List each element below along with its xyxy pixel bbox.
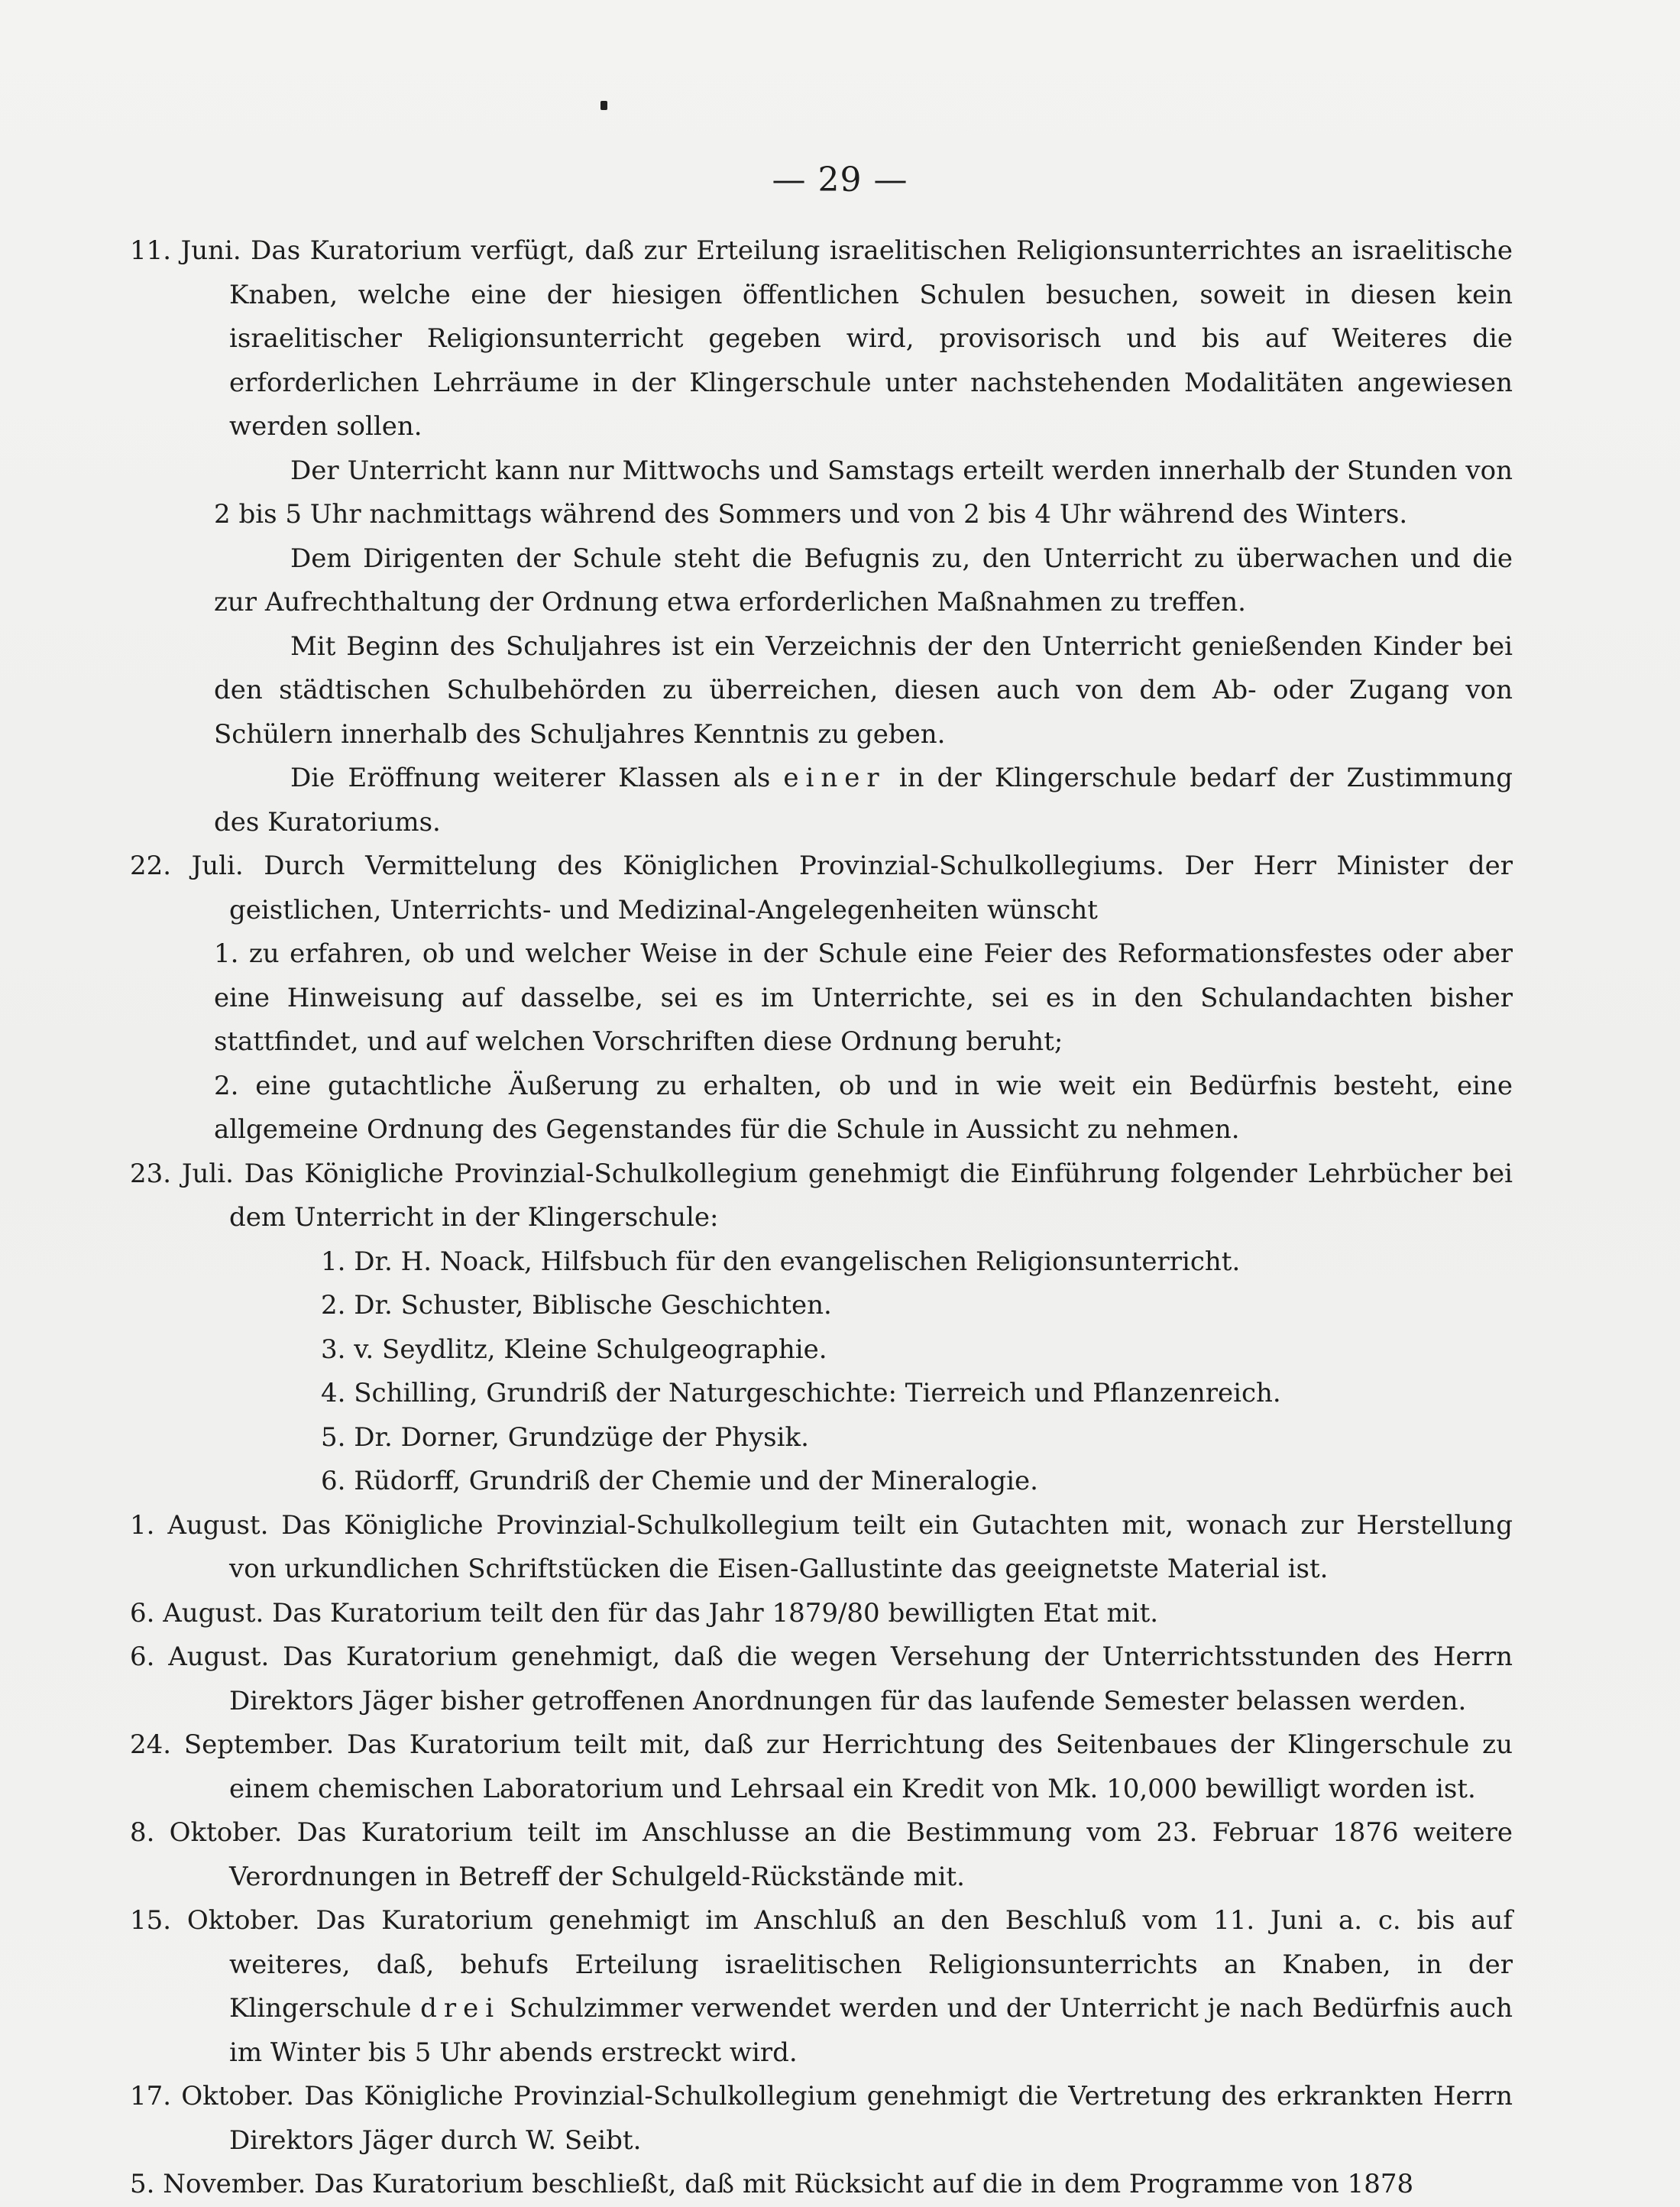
entry-date: 15. Oktober. xyxy=(130,1905,300,1936)
book-item: 2. Dr. Schuster, Biblische Geschichten. xyxy=(321,1290,832,1321)
list-item: 1. zu erfahren, ob und welcher Weise in der Schule eine Feier des Reformationsfestes oder aber eine Hinweisung auf dasselbe, sei es im Unterrichte, sei es in den Schulandachten bisher stattfindet, und auf welchen Vorschriften diese Ordnung beruht; xyxy=(214,938,1513,1057)
entry-17-oktober xyxy=(115,2075,1513,2163)
entry-text: Das Kuratorium teilt mit, daß zur Herrichtung des Seitenbaues der Klingerschule zu einem chemischen Laboratorium und Lehrsaal ein Kredit von Mk. 10,000 bewilligt worden ist. xyxy=(229,1729,1513,1804)
book-item: 4. Schilling, Grundriß der Naturgeschichte: Tierreich und Pflanzenreich. xyxy=(321,1378,1281,1408)
entry-text: Das Königliche Provinzial-Schulkollegium genehmigt die Einführung folgender Lehrbücher bei dem Unterricht in der Klingerschule: xyxy=(229,1158,1513,1233)
entry-paragraph: Der Unterricht kann nur Mittwochs und Samstags erteilt werden innerhalb der Stunden von 2 bis 5 Uhr nachmittags während des Sommers und von 2 bis 4 Uhr während des Winters. xyxy=(214,455,1513,530)
entry-6-august xyxy=(115,1592,1513,1636)
entry-date: 17. Oktober. xyxy=(130,2081,295,2111)
entry-24-september xyxy=(115,1723,1513,1811)
page-number: — 29 — xyxy=(772,160,908,199)
entry-1-august xyxy=(115,1504,1513,1592)
entry-text: Das Königliche Provinzial-Schulkollegium genehmigt die Vertretung des erkrankten Herrn Direktors Jäger durch W. Seibt. xyxy=(229,2081,1513,2156)
entry-date: 5. November. xyxy=(130,2169,306,2199)
document-body xyxy=(115,229,1513,2207)
book-item: 1. Dr. H. Noack, Hilfsbuch für den evangelischen Religionsunterricht. xyxy=(321,1246,1241,1277)
entry-date: 24. September. xyxy=(130,1729,335,1760)
entry-date: 1. August. xyxy=(130,1509,269,1541)
entry-text: Schulzimmer verwendet werden und der Unterricht je nach Bedürfnis auch im Winter bis 5 Uhr abends erstreckt wird. xyxy=(229,1993,1513,2068)
book-item: 6. Rüdorff, Grundriß der Chemie und der Mineralogie. xyxy=(321,1466,1038,1496)
paragraph-text: in der Klingerschule bedarf der Zustimmung des Kuratoriums. xyxy=(214,763,1513,838)
entry-date: 23. Juli. xyxy=(130,1158,234,1189)
entry-text: Das Königliche Provinzial-Schulkollegium teilt ein Gutachten mit, wonach zur Herstellung von urkundlichen Schriftstücken die Eisen-Gallustinte das geeignetste Material ist. xyxy=(229,1509,1513,1584)
entry-22-juli xyxy=(115,844,1513,932)
spaced-emphasis: drei xyxy=(420,1993,501,2024)
entry-text: Das Kuratorium genehmigt im Anschluß an den Beschluß vom 11. Juni a. c. bis auf weiteres, daß, behufs Erteilung israelitischen Religionsunterrichts an Knaben, in der Klingerschule xyxy=(229,1905,1513,2024)
entry-text: Das Kuratorium teilt im Anschlusse an die Bestimmung vom 23. Februar 1876 weitere Verordnungen in Betreff der Schulgeld-Rückstände mit. xyxy=(229,1817,1513,1892)
entry-paragraph xyxy=(115,757,1513,844)
entry-11-juni xyxy=(115,229,1513,449)
spaced-emphasis: einer xyxy=(783,763,886,793)
list-item: 2. eine gutachtliche Äußerung zu erhalten, ob und in wie weit ein Bedürfnis besteht, eine allgemeine Ordnung des Gegenstandes für die Schule in Aussicht zu nehmen. xyxy=(214,1070,1513,1145)
entry-6-august-second xyxy=(115,1635,1513,1723)
entry-text: Das Kuratorium genehmigt, daß die wegen Versehung der Unterrichtsstunden des Herrn Direktors Jäger bisher getroffenen Anordnungen für das laufende Semester belassen werden. xyxy=(229,1641,1513,1716)
entry-paragraph: Mit Beginn des Schuljahres ist ein Verzeichnis der den Unterricht genießenden Kinder bei den städtischen Schulbehörden zu überreichen, diesen auch von dem Ab- oder Zugang von Schülern innerhalb des Schuljahres Kenntnis zu geben. xyxy=(214,630,1513,750)
ink-dot xyxy=(600,101,607,110)
entry-date: 6. August. xyxy=(130,1597,264,1629)
entry-23-juli xyxy=(115,1152,1513,1240)
entry-8-oktober xyxy=(115,1811,1513,1899)
entry-text: Das Kuratorium verfügt, daß zur Erteilung israelitischen Religionsunterrichtes an israelitische Knaben, welche eine der hiesigen öffentlichen Schulen besuchen, soweit in diesen kein israelitischer Religionsunterricht gegeben wird, provisorisch und bis auf Weiteres die erforderlichen Lehrräume in der Klingerschule unter nachstehenden Modalitäten angewiesen werden sollen. xyxy=(229,235,1513,442)
entry-5-november xyxy=(115,2163,1513,2207)
entry-date: 22. Juli. xyxy=(130,851,244,881)
entry-text: Durch Vermittelung des Königlichen Provinzial-Schulkollegiums. Der Herr Minister der geistlichen, Unterrichts- und Medizinal-Angelegenheiten wünscht xyxy=(229,851,1513,925)
entry-date: 11. Juni. xyxy=(130,235,241,266)
entry-text: Das Kuratorium teilt den für das Jahr 1879/80 bewilligten Etat mit. xyxy=(272,1597,1159,1629)
book-item: 3. v. Seydlitz, Kleine Schulgeographie. xyxy=(321,1334,827,1365)
entry-date: 6. August. xyxy=(130,1641,270,1672)
entry-paragraph: Dem Dirigenten der Schule steht die Befugnis zu, den Unterricht zu überwachen und die zur Aufrechthaltung der Ordnung etwa erforderlichen Maßnahmen zu treffen. xyxy=(214,543,1513,617)
entry-date: 8. Oktober. xyxy=(130,1817,283,1848)
paragraph-text: Die Eröffnung weiterer Klassen als xyxy=(290,763,771,793)
book-item: 5. Dr. Dorner, Grundzüge der Physik. xyxy=(321,1421,809,1453)
entry-15-oktober xyxy=(115,1899,1513,2075)
entry-text: Das Kuratorium beschließt, daß mit Rücksicht auf die in dem Programme von 1878 xyxy=(314,2169,1414,2199)
